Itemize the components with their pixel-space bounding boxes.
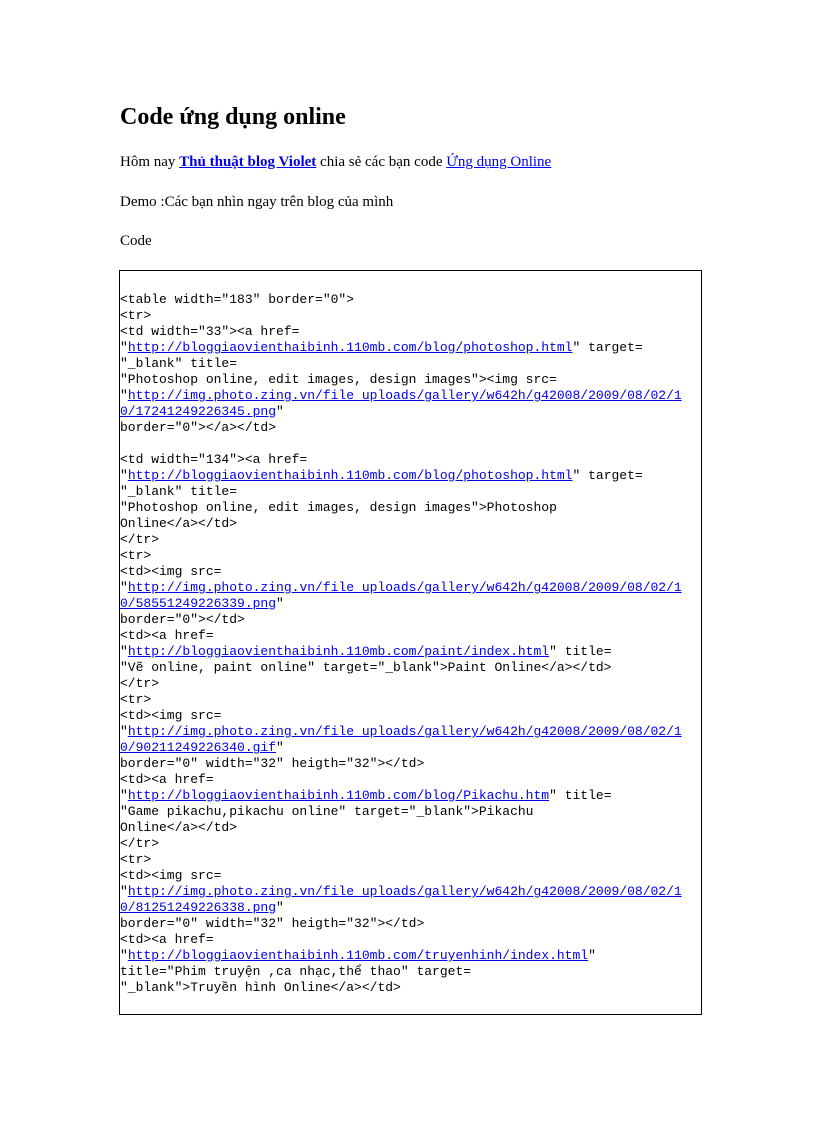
code-line <box>120 804 702 820</box>
code-line <box>120 644 702 660</box>
code-text: <td><img src= <box>120 868 222 883</box>
code-text: " <box>276 404 284 419</box>
code-text: " <box>276 900 284 915</box>
code-text: <td><img src= <box>120 564 222 579</box>
code-text: "Photoshop online, edit images, design images"><img src= <box>120 372 557 387</box>
code-url-link[interactable]: 0/90211249226340.gif <box>120 740 277 755</box>
code-text: <td width="33"><a href= <box>120 324 300 339</box>
code-text: </tr> <box>120 836 160 851</box>
code-url-link[interactable]: 0/81251249226338.png <box>120 900 277 915</box>
code-line <box>120 404 702 420</box>
code-line <box>120 436 702 452</box>
code-url-link[interactable]: http://img.photo.zing.vn/file_uploads/gallery/w642h/g42008/2009/08/02/1 <box>127 580 682 595</box>
code-line <box>120 948 702 964</box>
code-text: border="0" width="32" heigth="32"></td> <box>120 756 425 771</box>
code-text: " <box>120 884 128 899</box>
code-text: <table width="183" border="0"> <box>120 292 355 307</box>
code-text: <tr> <box>120 548 152 563</box>
demo-paragraph: Demo :Các bạn nhìn ngay trên blog của mình <box>120 194 394 210</box>
intro-paragraph <box>120 152 551 172</box>
code-text: "Photoshop online, edit images, design images">Photoshop <box>120 500 557 515</box>
code-line <box>120 884 702 900</box>
code-url-link[interactable]: http://img.photo.zing.vn/file_uploads/gallery/w642h/g42008/2009/08/02/1 <box>127 724 682 739</box>
code-text: <td><img src= <box>120 708 222 723</box>
code-text: <tr> <box>120 852 152 867</box>
code-url-link[interactable]: http://bloggiaovienthaibinh.110mb.com/paint/index.html <box>127 644 550 659</box>
code-text: </tr> <box>120 532 160 547</box>
code-line <box>120 772 702 788</box>
intro-prefix: Hôm nay <box>120 154 180 170</box>
code-line <box>120 900 702 916</box>
code-line <box>120 340 702 356</box>
code-line <box>120 500 702 516</box>
code-text: " <box>120 340 128 355</box>
code-url-link[interactable]: http://bloggiaovienthaibinh.110mb.com/blog/Pikachu.htm <box>127 788 550 803</box>
blog-link[interactable]: Thủ thuật blog Violet <box>179 154 317 170</box>
code-line <box>120 836 702 852</box>
code-url-link[interactable]: 0/17241249226345.png <box>120 404 277 419</box>
code-text: title="Phim truyện ,ca nhạc,thể thao" target= <box>120 964 472 979</box>
code-line <box>120 372 702 388</box>
code-text: " <box>276 740 284 755</box>
code-text: " <box>120 948 128 963</box>
code-text: " <box>120 468 128 483</box>
code-text: " <box>276 596 284 611</box>
code-text: border="0" width="32" heigth="32"></td> <box>120 916 425 931</box>
code-url-link[interactable]: http://bloggiaovienthaibinh.110mb.com/blog/photoshop.html <box>127 468 573 483</box>
code-block <box>119 270 702 1015</box>
code-text: border="0"></a></td> <box>120 420 277 435</box>
code-line <box>120 564 702 580</box>
code-text: " <box>120 724 128 739</box>
code-text: "Vẽ online, paint online" target="_blank">Paint Online</a></td> <box>120 660 612 675</box>
code-line <box>120 452 702 468</box>
code-text: "_blank" title= <box>120 484 238 499</box>
code-line <box>120 676 702 692</box>
code-text: " target= <box>572 340 643 355</box>
code-line <box>120 532 702 548</box>
code-text: </tr> <box>120 676 160 691</box>
code-line <box>120 932 702 948</box>
code-text: <td width="134"><a href= <box>120 452 308 467</box>
code-text: Online</a></td> <box>120 516 238 531</box>
page-title: Code ứng dụng online <box>120 104 346 130</box>
code-text: " title= <box>549 788 612 803</box>
code-line <box>120 788 702 804</box>
code-line <box>120 580 702 596</box>
code-line <box>120 980 702 996</box>
code-line <box>120 612 702 628</box>
code-label: Code <box>120 233 152 249</box>
code-line <box>120 740 702 756</box>
code-text: " target= <box>572 468 643 483</box>
code-url-link[interactable]: http://img.photo.zing.vn/file_uploads/gallery/w642h/g42008/2009/08/02/1 <box>127 388 682 403</box>
code-text: " <box>120 644 128 659</box>
code-line <box>120 420 702 436</box>
code-lines <box>120 292 702 996</box>
code-text: " <box>120 388 128 403</box>
code-line <box>120 356 702 372</box>
code-text: "Game pikachu,pikachu online" target="_blank">Pikachu <box>120 804 534 819</box>
code-url-link[interactable]: http://bloggiaovienthaibinh.110mb.com/blog/photoshop.html <box>127 340 573 355</box>
code-text: <td><a href= <box>120 772 214 787</box>
code-text: " <box>120 788 128 803</box>
code-line <box>120 868 702 884</box>
code-line <box>120 708 702 724</box>
code-line <box>120 596 702 612</box>
code-text: <td><a href= <box>120 628 214 643</box>
code-text: <tr> <box>120 308 152 323</box>
code-line <box>120 468 702 484</box>
code-text: <td><a href= <box>120 932 214 947</box>
code-line <box>120 484 702 500</box>
code-line <box>120 964 702 980</box>
app-link[interactable]: Ứng dụng Online <box>446 154 552 170</box>
code-text: <tr> <box>120 692 152 707</box>
code-url-link[interactable]: http://bloggiaovienthaibinh.110mb.com/truyenhinh/index.html <box>127 948 589 963</box>
code-line <box>120 324 702 340</box>
code-line <box>120 660 702 676</box>
code-text: " title= <box>549 644 612 659</box>
code-text: "_blank">Truyền hình Online</a></td> <box>120 980 401 995</box>
code-line <box>120 308 702 324</box>
code-line <box>120 724 702 740</box>
code-text: Online</a></td> <box>120 820 238 835</box>
code-text: " <box>588 948 596 963</box>
code-line <box>120 292 702 308</box>
intro-middle: chia sẻ các bạn code <box>316 154 447 170</box>
code-line <box>120 820 702 836</box>
code-line <box>120 916 702 932</box>
code-url-link[interactable]: 0/58551249226339.png <box>120 596 277 611</box>
code-line <box>120 852 702 868</box>
code-line <box>120 692 702 708</box>
code-line <box>120 628 702 644</box>
code-line <box>120 548 702 564</box>
code-line <box>120 756 702 772</box>
code-line <box>120 516 702 532</box>
code-url-link[interactable]: http://img.photo.zing.vn/file_uploads/gallery/w642h/g42008/2009/08/02/1 <box>127 884 682 899</box>
code-text: "_blank" title= <box>120 356 238 371</box>
code-line <box>120 388 702 404</box>
code-text: " <box>120 580 128 595</box>
code-text: border="0"></td> <box>120 612 245 627</box>
